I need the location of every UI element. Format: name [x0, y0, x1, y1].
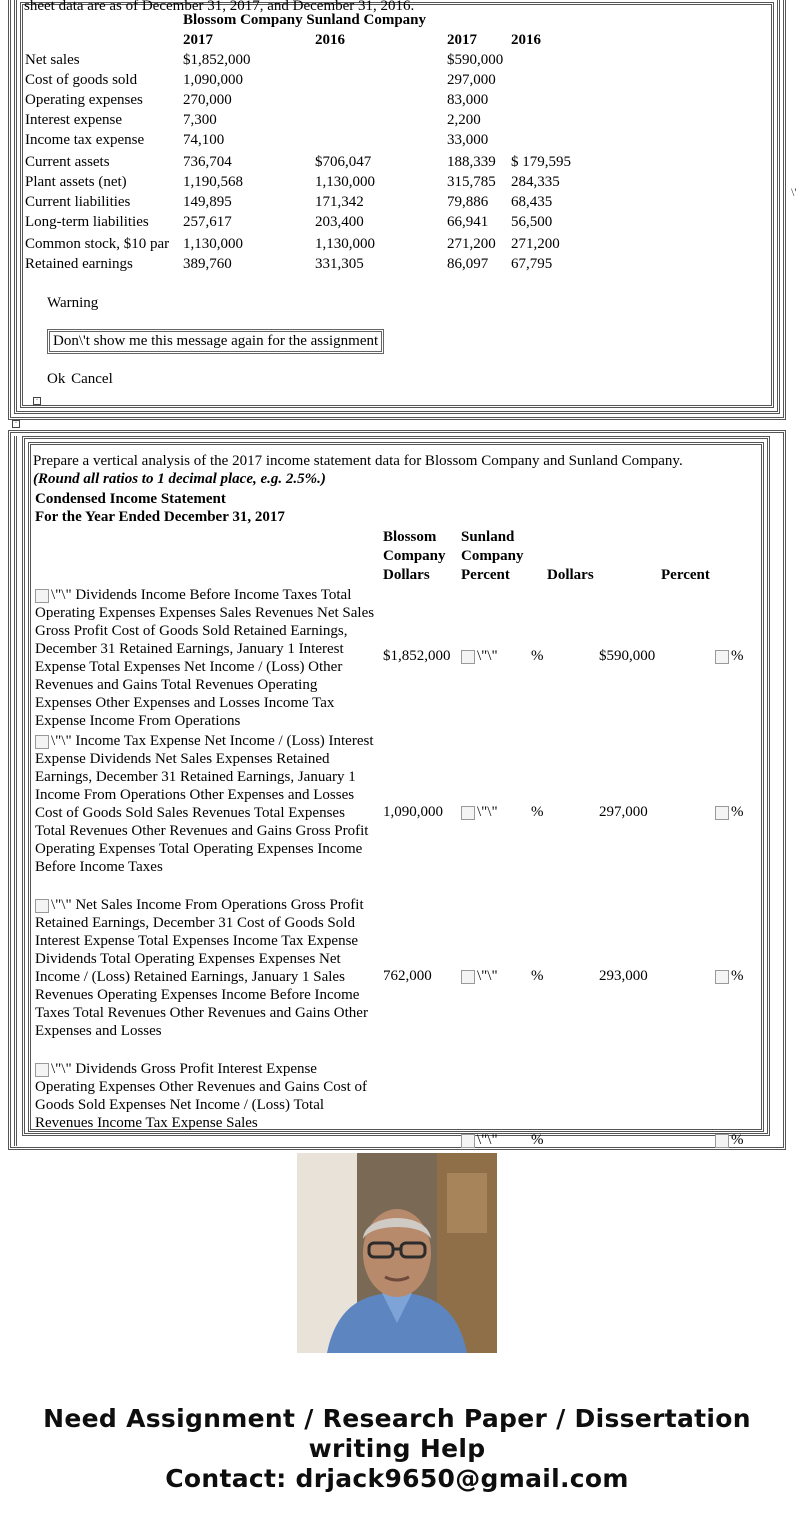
year-col: 2016: [511, 32, 541, 48]
financial-row: [25, 234, 591, 256]
financial-row-label: Plant assets (net): [25, 174, 127, 190]
intro-fragment: sheet data are as of December 31, 2017, and December 31, 2016.: [24, 0, 415, 14]
financial-row: [25, 72, 591, 92]
broken-image-alt: \"\": [477, 1132, 498, 1148]
financial-value: [315, 132, 445, 152]
financial-row: [25, 214, 591, 234]
blossom-dollars: 762,000: [383, 968, 432, 984]
broken-image-alt: \"\": [477, 804, 498, 820]
financial-value: 389,760: [183, 256, 232, 272]
financial-value: [315, 52, 445, 72]
broken-image-alt: \"\": [477, 968, 498, 984]
financial-row: [25, 52, 591, 72]
financial-row-label: Net sales: [25, 52, 80, 68]
financial-value: [315, 72, 445, 92]
financial-value: 33,000: [447, 132, 489, 148]
financial-value: 331,305: [315, 256, 364, 272]
broken-image-icon: [35, 589, 49, 603]
financial-data-table: [23, 12, 593, 276]
blossom-dollars: $1,852,000: [383, 648, 451, 664]
financial-row: [25, 256, 591, 276]
financial-value: 270,000: [183, 92, 232, 108]
line-item-select[interactable]: [35, 1060, 377, 1132]
sunland-percent-input[interactable]: [715, 967, 744, 985]
author-photo: [297, 1153, 497, 1353]
line-item-options: Dividends Income Before Income Taxes Total Operating Expenses Expenses Sales Revenues Net Sales Gross Profit Cost of Goods Sold Retained Earnings, December 31 Retained Earnings, January 1 Interest Expense Total Expenses Net Income / (Loss) Other Revenues and Gains Total Revenues Operating Expenses Other Expenses and Losses Income Tax Expense Income From Operations: [35, 587, 375, 729]
blossom-percent-sign: %: [531, 804, 544, 820]
financial-value: $ 179,595: [511, 154, 571, 170]
financial-value: 2,200: [447, 112, 481, 128]
financial-row-label: Interest expense: [25, 112, 123, 128]
financial-value: 68,435: [511, 194, 553, 210]
sunland-percent-sign: %: [731, 648, 744, 664]
year-col: 2017: [447, 32, 477, 48]
blossom-percent-sign: %: [531, 1132, 544, 1148]
financial-value: [511, 112, 591, 132]
financial-row-label: Retained earnings: [25, 256, 133, 272]
financial-value: 315,785: [447, 174, 496, 190]
financial-row: [25, 194, 591, 214]
line-item-options: Dividends Gross Profit Interest Expense Operating Expenses Other Revenues and Gains Cost of Goods Sold Expenses Net Income / (Loss) Total Revenues Income Tax Expense Sales: [35, 1061, 368, 1131]
cta-line-3: Contact: drjack9650@gmail.com: [165, 1464, 629, 1493]
financial-rows: [25, 52, 591, 276]
contact-banner: [0, 1404, 794, 1494]
warning-title: Warning: [47, 295, 99, 311]
financial-value: 297,000: [447, 72, 496, 88]
financial-row-label: Cost of goods sold: [25, 72, 138, 88]
financial-row: [25, 152, 591, 174]
year-header-row: [25, 32, 591, 52]
financial-value: $590,000: [447, 52, 504, 68]
broken-image-alt: \"\": [51, 1061, 72, 1077]
cancel-button[interactable]: Cancel: [71, 371, 113, 387]
line-item-select[interactable]: [35, 586, 377, 730]
financial-row-label: Current assets: [25, 154, 110, 170]
financial-value: 257,617: [183, 214, 232, 230]
statement-title: Condensed Income Statement: [35, 491, 226, 507]
line-item-options: Net Sales Income From Operations Gross Profit Retained Earnings, December 31 Cost of Goods Sold Interest Expense Total Expenses Income Tax Expense Dividends Total Operating Expenses Expenses Net Income / (Loss) Retained Earnings, January 1 Sales Revenues Operating Expenses Income Before Income Taxes Total Revenues Other Revenues and Gains Other Expenses and Losses: [35, 897, 368, 1039]
broken-image-icon: [715, 1134, 729, 1148]
rounding-instruction: (Round all ratios to 1 decimal place, e.g. 2.5%.): [33, 471, 326, 487]
financial-row-label: Current liabilities: [25, 194, 131, 210]
financial-value: 271,200: [511, 236, 560, 252]
financial-value: [315, 112, 445, 132]
col-header-sunland: Sunland Company Percent: [461, 529, 524, 583]
year-col: 2017: [183, 32, 213, 48]
financial-row-label: Income tax expense: [25, 132, 145, 148]
broken-image-icon: [715, 970, 729, 984]
blossom-dollars: 1,090,000: [383, 804, 443, 820]
financial-value: 1,130,000: [315, 236, 375, 252]
financial-value: 86,097: [447, 256, 489, 272]
col-header-dollars: Dollars: [547, 567, 594, 583]
broken-image-alt: \"\": [477, 648, 498, 664]
sunland-dollars: 297,000: [599, 804, 648, 820]
broken-image-alt: \"\": [51, 733, 72, 749]
broken-image-icon: [461, 1134, 475, 1148]
data-panel-outer: [8, 0, 797, 420]
broken-image-alt: \"\": [51, 587, 72, 603]
sunland-percent-input[interactable]: [715, 1131, 744, 1149]
financial-value: 67,795: [511, 256, 553, 272]
question-panel-middle: [22, 436, 770, 1148]
sunland-percent-sign: %: [731, 968, 744, 984]
statement-heading: [35, 490, 285, 526]
question-panel-outer: [8, 430, 786, 1150]
blossom-percent-input[interactable]: [461, 647, 498, 665]
financial-value: [511, 52, 591, 72]
question-panel-inner: [28, 442, 764, 1148]
cta-line-2: writing Help: [308, 1434, 486, 1463]
financial-value: 79,886: [447, 194, 489, 210]
financial-value: 56,500: [511, 214, 553, 230]
financial-value: 1,090,000: [183, 72, 243, 88]
sunland-percent-input[interactable]: [715, 647, 744, 665]
broken-image-icon: [461, 970, 475, 984]
financial-value: 188,339: [447, 154, 496, 170]
cta-line-1: Need Assignment / Research Paper / Dissertation: [43, 1404, 751, 1433]
prompt-text: Prepare a vertical analysis of the 2017 income statement data for Blossom Company and Sunland Company.: [33, 453, 683, 469]
financial-value: 284,335: [511, 174, 560, 190]
data-panel-middle: [14, 0, 797, 414]
financial-value: 271,200: [447, 236, 496, 252]
broken-image-alt: \"\": [51, 897, 72, 913]
stray-mark: \': [791, 185, 797, 199]
financial-value: 736,704: [183, 154, 232, 170]
statement-period: For the Year Ended December 31, 2017: [35, 509, 285, 525]
financial-value: 1,190,568: [183, 174, 243, 190]
author-portrait-image: [297, 1153, 497, 1353]
line-item-select[interactable]: [35, 896, 377, 1040]
year-col: 2016: [315, 32, 345, 48]
sunland-percent-sign: %: [731, 1132, 744, 1148]
company-blossom: Blossom Company Sunland Company: [183, 12, 427, 28]
blossom-percent-input[interactable]: [461, 1131, 498, 1149]
financial-value: [315, 92, 445, 112]
blossom-percent-sign: %: [531, 968, 544, 984]
sunland-percent-sign: %: [731, 804, 744, 820]
financial-row-label: Long-term liabilities: [25, 214, 149, 230]
financial-row-label: Operating expenses: [25, 92, 143, 108]
financial-value: $1,852,000: [183, 52, 251, 68]
broken-image-icon: [715, 650, 729, 664]
resize-handle-icon[interactable]: ▫: [33, 397, 41, 405]
financial-value: [511, 92, 591, 112]
financial-row: [25, 112, 591, 132]
broken-image-icon: [461, 806, 475, 820]
financial-value: [511, 132, 591, 152]
broken-image-icon: [35, 899, 49, 913]
ok-button[interactable]: Ok: [47, 371, 66, 387]
sunland-percent-input[interactable]: [715, 803, 744, 821]
financial-value: $706,047: [315, 154, 372, 170]
blossom-percent-input[interactable]: [461, 803, 498, 821]
dont-show-again-checkbox[interactable]: Don\'t show me this message again for the assignment: [47, 329, 384, 354]
financial-row-label: Common stock, $10 par: [25, 236, 170, 252]
sunland-dollars: 293,000: [599, 968, 648, 984]
financial-row: [25, 92, 591, 112]
broken-image-icon: [35, 735, 49, 749]
broken-image-icon: [461, 650, 475, 664]
question-prompt: [33, 452, 773, 488]
financial-value: 66,941: [447, 214, 489, 230]
financial-value: 203,400: [315, 214, 364, 230]
financial-value: 149,895: [183, 194, 232, 210]
financial-value: 1,130,000: [183, 236, 243, 252]
financial-value: 171,342: [315, 194, 364, 210]
financial-value: 1,130,000: [315, 174, 375, 190]
line-item-select[interactable]: [35, 732, 377, 876]
col-header-percent: Percent: [661, 567, 710, 583]
sunland-dollars: $590,000: [599, 648, 656, 664]
financial-value: 74,100: [183, 132, 225, 148]
dialog-actions: [47, 371, 115, 388]
broken-image-icon: [35, 1063, 49, 1077]
financial-row: [25, 174, 591, 194]
broken-image-icon: [715, 806, 729, 820]
line-item-options: Income Tax Expense Net Income / (Loss) Interest Expense Dividends Net Sales Expenses Retained Earnings, December 31 Retained Earnings, January 1 Income From Operations Other Expenses and Losses Cost of Goods Sold Sales Revenues Total Expenses Total Revenues Other Revenues and Gains Gross Profit Operating Expenses Total Operating Expenses Income Before Income Taxes: [35, 733, 374, 875]
company-header-row: [25, 12, 591, 32]
blossom-percent-sign: %: [531, 648, 544, 664]
col-header-blossom: Blossom Company Dollars: [383, 529, 446, 583]
blossom-percent-input[interactable]: [461, 967, 498, 985]
financial-value: 83,000: [447, 92, 489, 108]
financial-value: [511, 72, 591, 92]
collapse-handle-icon[interactable]: ▫: [12, 420, 20, 428]
data-panel-inner: [20, 0, 797, 408]
financial-row: [25, 132, 591, 152]
financial-value: 7,300: [183, 112, 217, 128]
